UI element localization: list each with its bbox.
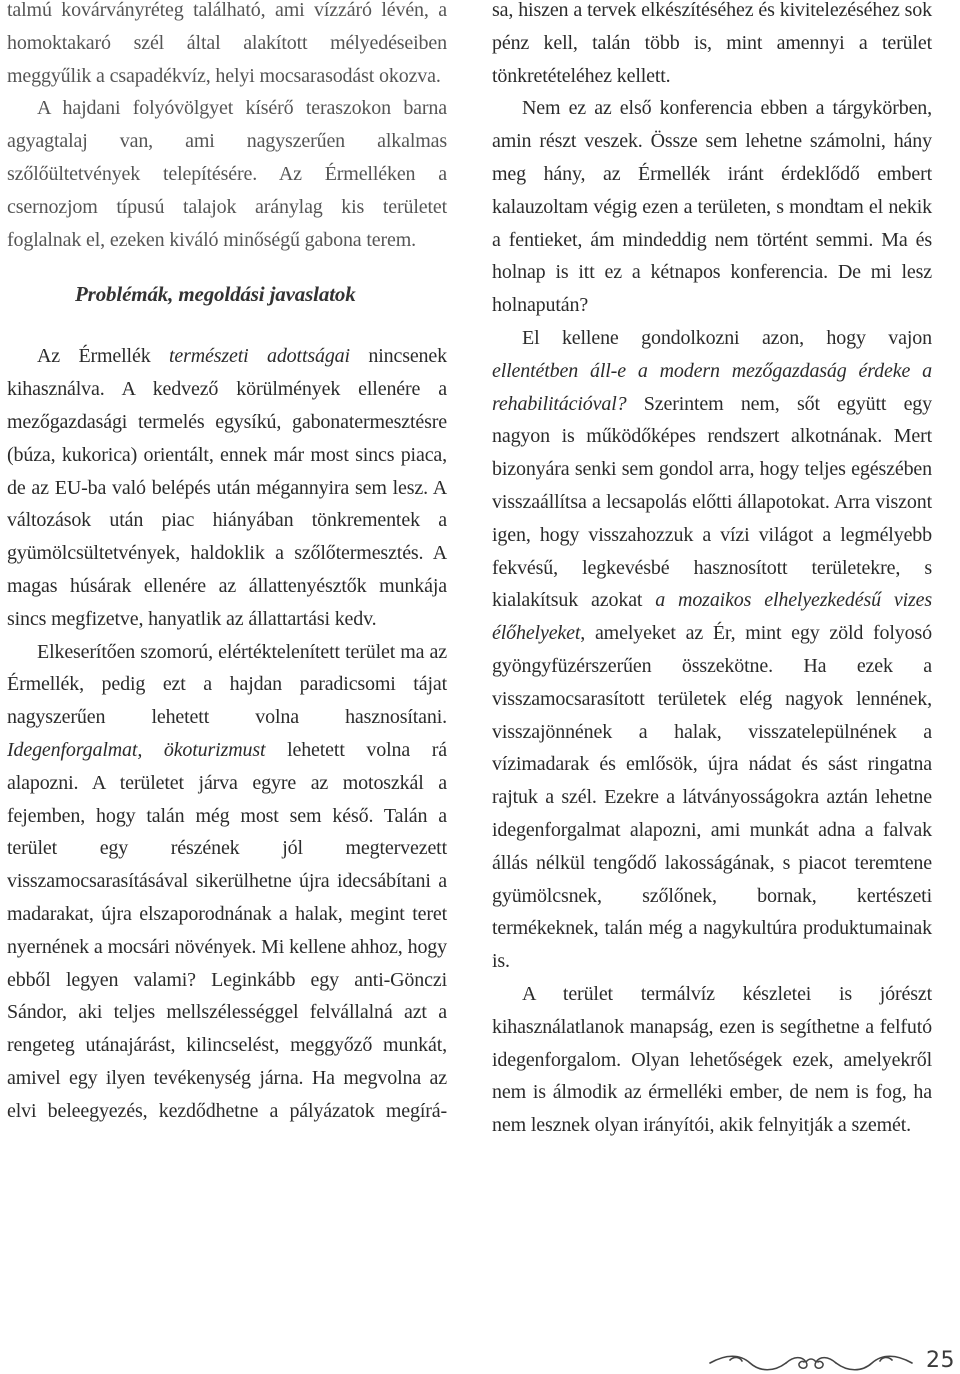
paragraph-right-3 <box>492 322 932 978</box>
decorative-scroll-ornament-icon <box>706 1352 916 1374</box>
paragraph-right-3-emphasis-2: a mozaikos elhelyezkedésű vizes élőhelyeket <box>492 589 932 645</box>
paragraph-right-4: A terület termálvíz készletei is jórészt kihasználatlanok manapság, ezen is segíthetne a felfutó idegenforgalom. Olyan lehetőségek ezek, amelyekről nem is álmodik az érmelléki ember, de nem is fog, ha nem lesznek olyan irányítói, akik felnyitják a szemét. <box>492 982 932 1137</box>
paragraph-right-3-emphasis: ellentétben áll-e a modern mezőgazdaság érdeke a rehabilitációval? <box>492 359 932 415</box>
paragraph-right-1: sa, hiszen a tervek elkészítéséhez és kivitelezéséhez sok pénz kell, talán több is, mint amennyi a terület tönkretételéhez kellett. <box>492 0 932 87</box>
paragraph-left-4-emphasis: Idegenforgalmat, ökoturizmust <box>7 738 266 761</box>
paragraph-right-3-end: , amelyeket az Ér, mint egy zöld folyosó gyöngyfüzérszerűen összekötne. Ha ezek a visszamocsarasított területek elég nagyok lennének, visszajönnének a halak, visszatelepülnének a vízimadarak és emlősök, újra nádat és sást ringatna rajtuk a szél. Ezekre a látványosságokra aztán lehetne idegenforgalmat alapozni, ami munkát adna a falvak állás nélkül tengődő lakosságának, s piacot teremtene gyümölcsnek, szőlőnek, bornak, kertészeti termékeknek, talán még a nagykultúra produktumainak is. <box>492 622 932 973</box>
paragraph-left-4 <box>7 636 447 1128</box>
paragraph-left-4-rest: lehetett volna rá alapozni. A területet járva egyre az motoszkál a fejemben, hogy talán még most sem késő. Talán a terület egy részének jól megtervezett visszamocsarasításával sikerülhetne újra idecsábítani a madarakat, újra elszaporodnának a halak, megint teret nyernének a mocsári növények. Mi kellene ahhoz, hogy ebből legyen valami? Leginkább egy anti-Gönczi Sándor, aki teljes mellszélességgel felvállalná azt a rengeteg utánajárást, kilincselést, meggyőző munkát, amivel egy ilyen tevékenység járna. Ha megvolna az elvi beleegyezés, kezdődhetne a pályázatok megírá- <box>7 738 447 1122</box>
paragraph-left-3-emphasis: természeti adottságai <box>168 345 350 368</box>
page-number: 25 <box>926 1348 955 1373</box>
section-heading: Problémák, megoldási javaslatok <box>75 282 356 307</box>
paragraph-left-3 <box>7 340 447 635</box>
paragraph-left-2: A hajdani folyóvölgyet kísérő teraszokon barna agyagtalaj van, ami nagyszerűen alkalmas szőlőültetvények telepítésére. Az Érmelléken a csernozjom típusú talajok aránylag kis területet foglalnak el, ezeken kiváló minőségű gabona terem. <box>7 97 447 251</box>
paragraph-left-4-start: Elkeserítően szomorú, elértéktelenített terület ma az Érmellék, pedig ezt a hajdan paradicsomi tájat nagyszerűen lehetett volna hasznosítani. <box>7 640 447 729</box>
left-column <box>7 0 447 1128</box>
paragraph-left-3-start: Az Érmellék <box>37 345 169 368</box>
paragraph-left-1: talmú kovárványréteg található, ami vízzáró lévén, a homoktakaró szél által alakított mélyedéseiben meggyűlik a csapadékvíz, helyi mocsarasodást okozva. <box>7 0 447 87</box>
paragraph-right-3-middle: Szerintem nem, sőt együtt egy nagyon is működőképes rendszert alkotnának. Mert bizonyára senki sem gondol arra, hogy teljes egészében visszaállítsa a lecsapolás előtti állapotokat. Arra viszont igen, hogy visszahozzuk a vízi világot a legmélyebb fekvésű, legkevésbé hasznosított területekre, s kialakítsuk azokat <box>492 392 932 612</box>
paragraph-right-3-start: El kellene gondolkozni azon, hogy vajon <box>522 326 932 349</box>
paragraph-left-3-rest: nincsenek kihasználva. A kedvező körülmények ellenére a mezőgazdasági termelés egysíkú, gabonatermesztésre (búza, kukorica) orientált, ennek már most sincs piaca, de az EU-ba való belépés után mégannyira sem lesz. A változások után piac hiányában tönkrementek a gyümölcsültetvények, haldoklik a szőlőtermesztés. A magas húsárak ellenére az állattenyésztők munkája sincs megfizetve, hanyatlik az állattartási kedv. <box>7 345 447 630</box>
right-column <box>492 0 932 1142</box>
paragraph-right-2: Nem ez az első konferencia ebben a tárgykörben, amin részt veszek. Össze sem lehetne számolni, hány meg hány, az Érmellék iránt érdeklődő embert kalauzoltam végig ezen a területen, s mondtam el nekik a fentieket, ám mindeddig nem történt semmi. Ma és holnap is itt ez a kétnapos konferencia. De mi lesz holnapután? <box>492 97 932 317</box>
